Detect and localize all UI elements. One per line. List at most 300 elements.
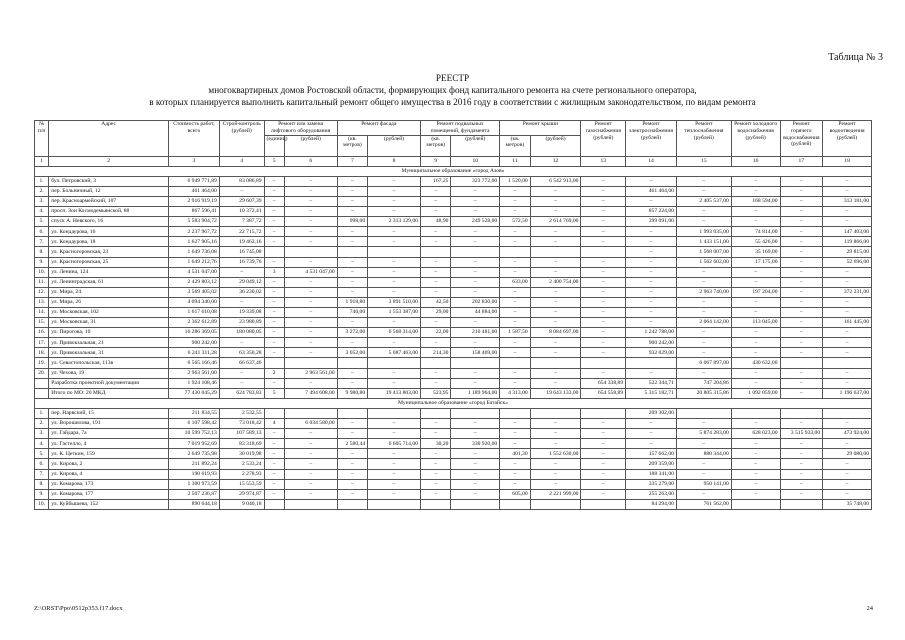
table-row [35,267,872,277]
table-cell: – [530,378,581,388]
table-cell: – [581,348,626,358]
column-number: 9 [420,156,450,166]
table-cell: – [420,378,450,388]
table-cell: – [676,328,731,338]
registry-table [34,120,872,510]
table-cell: – [731,469,780,479]
table-cell: – [581,217,626,227]
table-cell [264,358,284,368]
table-cell: – [581,328,626,338]
table-cell: 6 565 166,46 [169,358,220,368]
column-number: 6 [284,156,337,166]
header-row-1 [35,121,872,136]
table-cell: – [500,227,530,237]
table-cell: – [823,419,872,429]
table-cell: 1. [35,408,49,418]
table-cell: – [284,449,337,459]
header-address: Адрес [49,121,169,157]
table-cell: ул. Мира, 24 [49,287,169,297]
table-cell: Разработка проектной документации [49,378,169,388]
table-cell [368,499,421,509]
table-cell: 330 920,00 [451,439,500,449]
registry-table-body [35,156,872,509]
table-cell: – [337,176,367,186]
table-cell: 998,00 [337,217,367,227]
title-line-2: многоквартирных домов Ростовской области, формирующих фонд капитального ремонта на счете регионального оператора, [208,85,697,95]
table-cell [530,358,581,368]
table-row [35,429,872,439]
table-cell: – [284,237,337,247]
table-cell: 3 272,00 [337,328,367,338]
table-cell [451,358,500,368]
table-cell: 73 018,42 [219,419,264,429]
table-cell: ул. Пирогова, 10 [49,328,169,338]
table-cell: 1 242 788,00 [626,328,677,338]
table-cell: – [264,227,284,237]
table-cell: 147 403,00 [823,227,872,237]
table-cell: – [264,449,284,459]
table-cell: 401,30 [500,449,530,459]
table-cell: – [337,419,367,429]
table-cell: 29 049,12 [219,277,264,287]
table-cell: – [337,267,367,277]
table-cell [337,499,367,509]
table-cell [264,247,284,257]
table-cell: – [581,277,626,287]
table-cell: 2 649 735,98 [169,449,220,459]
table-cell: 188 341,00 [626,469,677,479]
table-cell: – [284,378,337,388]
table-cell: – [626,318,677,328]
table-cell: – [823,479,872,489]
table-cell: 15. [35,318,49,328]
table-cell: – [500,207,530,217]
table-cell: – [581,368,626,378]
table-cell: 1 924 108,46 [169,378,220,388]
table-cell: 9. [35,489,49,499]
table-cell: – [337,186,367,196]
column-number: 3 [169,156,220,166]
table-cell: 44 884,00 [451,308,500,318]
table-cell: – [626,267,677,277]
table-cell: 3 569 405,02 [169,287,220,297]
table-cell: – [676,267,731,277]
table-cell: – [626,257,677,267]
table-cell: – [264,308,284,318]
table-cell: – [337,479,367,489]
table-cell: – [264,257,284,267]
table-cell: 6 107 598,42 [169,419,220,429]
table-cell: – [626,429,677,439]
table-cell: 8 084 697,00 [530,328,581,338]
table-cell: 2 313 129,00 [368,217,421,227]
table-row [35,499,872,509]
table-cell: – [731,267,780,277]
table-cell: – [368,277,421,287]
table-cell: ул. Гайдара, 7а [49,429,169,439]
header-facade: Ремонт фасада [337,121,420,136]
table-cell: 10. [35,499,49,509]
table-cell [581,499,626,509]
table-cell: 1 433 151,00 [676,237,731,247]
table-cell: – [823,186,872,196]
table-cell: – [420,227,450,237]
header-elevator-units: (единиц) [264,135,284,156]
column-number: 10 [451,156,500,166]
table-cell: – [368,479,421,489]
table-cell: – [823,368,872,378]
table-cell: 7. [35,237,49,247]
table-cell: – [451,267,500,277]
table-row [35,207,872,217]
table-cell: – [780,247,823,257]
table-cell: пер. Нарвский, 15 [49,408,169,418]
table-cell: – [780,328,823,338]
table-cell: – [581,176,626,186]
table-cell [264,499,284,509]
header-supervision: Строй-контроль (рублей) [219,121,264,157]
table-cell: – [731,338,780,348]
table-cell: 523,95 [420,388,450,398]
table-cell: 2 963 740,00 [676,287,731,297]
table-cell: – [780,318,823,328]
column-number: 16 [731,156,780,166]
table-cell: ул. Кирова, 4 [49,469,169,479]
table-cell: 399 091,00 [626,217,677,227]
table-cell: – [626,368,677,378]
table-cell: ул. Ленинградская, 61 [49,277,169,287]
table-cell: – [581,469,626,479]
table-cell: – [368,176,421,186]
table-cell: 1 092 059,00 [731,388,780,398]
table-cell: – [780,469,823,479]
table-cell: 7 019 952,69 [169,439,220,449]
table-cell: – [451,419,500,429]
table-cell: – [530,297,581,307]
column-number: 2 [49,156,169,166]
table-cell: – [581,338,626,348]
table-cell: – [420,338,450,348]
table-cell: – [219,368,264,378]
table-cell: 461 464,00 [626,186,677,196]
table-cell: – [530,479,581,489]
table-cell: 3. [35,429,49,439]
table-cell: – [451,449,500,459]
table-cell: – [451,287,500,297]
table-row [35,419,872,429]
table-cell: 3 [264,267,284,277]
table-cell [284,247,337,257]
table-cell: – [368,227,421,237]
table-cell: – [530,469,581,479]
table-cell: 1 993 035,00 [676,227,731,237]
table-cell: – [264,378,284,388]
table-cell: 950 141,00 [676,479,731,489]
table-cell: – [780,388,823,398]
table-cell: – [780,378,823,388]
table-cell: – [368,318,421,328]
table-cell: 1 553 387,00 [368,308,421,318]
table-cell: – [284,469,337,479]
table-cell: – [530,196,581,206]
header-electric: Ремонт электроснабжения (рублей) [626,121,677,157]
table-cell: 19 339,08 [219,308,264,318]
table-cell: 747 204,86 [676,378,731,388]
column-number: 17 [780,156,823,166]
table-cell: 1. [35,176,49,186]
table-cell: 3 515 933,00 [780,429,823,439]
table-cell: – [530,207,581,217]
table-cell: – [284,318,337,328]
table-cell: пер. Больничный, 12 [49,186,169,196]
table-cell: 867 596,41 [169,207,220,217]
table-cell: – [337,449,367,459]
table-cell: 12. [35,287,49,297]
table-cell: – [626,287,677,297]
table-cell: – [284,308,337,318]
table-cell [581,408,626,418]
table-cell: – [780,297,823,307]
table-cell: – [676,277,731,287]
table-cell: – [337,378,367,388]
table-cell: – [368,338,421,348]
table-cell: – [731,308,780,318]
table-row [35,287,872,297]
table-cell: – [581,287,626,297]
table-cell: – [284,186,337,196]
table-cell: 211 892,24 [169,459,220,469]
table-cell: – [626,176,677,186]
table-cell: – [676,419,731,429]
table-cell: – [337,277,367,287]
table-cell: 8. [35,247,49,257]
table-cell [368,247,421,257]
table-cell [35,388,49,398]
table-cell: 19 462,16 [219,237,264,247]
table-cell: 323 772,00 [451,176,500,186]
table-cell: – [420,186,450,196]
table-cell: 20 805 315,86 [676,388,731,398]
table-cell: – [731,277,780,287]
table-cell: – [264,489,284,499]
table-cell: 18. [35,348,49,358]
design-docs-row [35,378,872,388]
table-cell: – [581,318,626,328]
table-cell: – [731,348,780,358]
table-row [35,227,872,237]
column-numbers-row [35,156,872,166]
table-cell: – [500,257,530,267]
table-row [35,247,872,257]
table-row [35,328,872,338]
table-cell: – [420,479,450,489]
table-cell: – [780,227,823,237]
table-cell: 10 372,41 [219,207,264,217]
table-cell: 23 980,89 [219,318,264,328]
table-cell: 13. [35,297,49,307]
table-cell: 2 237 967,72 [169,227,220,237]
table-cell: 22,00 [420,328,450,338]
table-cell [420,408,450,418]
table-cell [284,499,337,509]
table-cell: 4. [35,207,49,217]
table-cell: 55 426,00 [731,237,780,247]
table-cell: 2 533,24 [219,459,264,469]
table-cell: – [823,267,872,277]
table-cell: – [823,308,872,318]
table-cell: ул. Красногоровская, 25 [49,257,169,267]
table-cell: – [284,348,337,358]
table-cell: 2 362 612,89 [169,318,220,328]
table-cell: 249 528,00 [451,217,500,227]
table-cell: 1 189 964,00 [451,388,500,398]
table-cell: 35 748,00 [823,499,872,509]
table-cell: – [451,489,500,499]
table-cell: 66 637,46 [219,358,264,368]
table-cell: 84 294,00 [626,499,677,509]
total-row [35,388,872,398]
table-cell: 372 231,00 [823,287,872,297]
table-cell: – [337,318,367,328]
table-cell: 19. [35,358,49,368]
table-cell: 4. [35,439,49,449]
table-cell: 74 814,00 [731,227,780,237]
table-cell: – [676,338,731,348]
table-cell: ул. Московская, 102 [49,308,169,318]
table-cell: 5 583 904,72 [169,217,220,227]
table-cell: 1 300 973,59 [169,479,220,489]
table-cell: 430 632,00 [731,358,780,368]
table-cell: – [626,247,677,257]
table-cell: – [530,348,581,358]
table-cell: 202 830,00 [451,297,500,307]
table-cell: – [731,217,780,227]
table-cell: – [731,449,780,459]
table-cell: 8. [35,479,49,489]
table-cell: – [284,257,337,267]
table-cell: 740,00 [337,308,367,318]
table-cell: – [676,297,731,307]
table-cell [500,499,530,509]
table-cell: 857 224,00 [626,207,677,217]
table-cell: – [530,227,581,237]
table-cell: – [451,227,500,237]
table-cell: – [337,368,367,378]
column-number: 8 [368,156,421,166]
table-cell: 2 221 999,00 [530,489,581,499]
table-cell [284,408,337,418]
table-row [35,449,872,459]
table-cell: – [626,237,677,247]
table-cell: – [337,196,367,206]
table-cell: – [337,237,367,247]
table-cell: – [780,459,823,469]
table-cell: 6. [35,227,49,237]
table-cell: 605,00 [500,489,530,499]
table-cell: – [420,257,450,267]
table-cell: – [676,217,731,227]
table-cell: – [264,318,284,328]
table-cell [420,358,450,368]
table-cell: – [284,196,337,206]
table-cell: 29 607,39 [219,196,264,206]
table-cell: – [420,267,450,277]
table-row [35,459,872,469]
table-cell: 158 469,00 [451,348,500,358]
table-cell: – [337,338,367,348]
table-cell: 6 034 580,00 [284,419,337,429]
table-cell: – [284,489,337,499]
table-cell: – [676,176,731,186]
table-cell: – [581,237,626,247]
table-cell: 197 204,00 [731,287,780,297]
table-cell: – [581,308,626,318]
table-cell: – [264,217,284,227]
table-cell: – [530,419,581,429]
table-cell: 7. [35,469,49,479]
header-total-cost: Стоимость работ, всего [169,121,220,157]
table-cell [823,408,872,418]
table-cell: – [780,308,823,318]
table-cell: – [823,297,872,307]
table-cell: – [626,277,677,287]
table-cell [731,499,780,509]
table-cell: – [451,338,500,348]
table-cell: – [284,176,337,186]
table-cell: – [823,176,872,186]
table-cell: – [530,308,581,318]
column-number: 15 [676,156,731,166]
table-cell [337,247,367,257]
table-cell: – [420,287,450,297]
table-cell: – [731,489,780,499]
header-facade-sqm: (кв. метров) [337,135,367,156]
table-cell: 107 589,13 [219,429,264,439]
header-gas: Ремонт газоснабжения (рублей) [581,121,626,157]
table-cell: – [823,207,872,217]
table-cell: 4 531 047,00 [169,267,220,277]
table-cell: – [368,489,421,499]
header-heat: Ремонт теплоснабжения (рублей) [676,121,731,157]
table-cell: – [420,449,450,459]
table-cell: – [823,378,872,388]
table-row [35,338,872,348]
table-number-label: Таблица № 3 [828,52,883,63]
table-cell [581,358,626,368]
table-cell: – [451,368,500,378]
header-elevator-rub: (рублей) [284,135,337,156]
table-cell: – [780,287,823,297]
table-cell: – [780,277,823,287]
header-basement-sqm: (кв. метров) [420,135,450,156]
table-cell: 1 627 905,16 [169,237,220,247]
table-cell: – [264,439,284,449]
table-cell: 5. [35,449,49,459]
table-cell: – [368,368,421,378]
table-cell: 167,25 [420,176,450,186]
table-cell: – [731,328,780,338]
table-cell: 2 405 537,00 [676,196,731,206]
table-row [35,479,872,489]
table-cell: – [368,287,421,297]
page-number: 24 [866,605,873,612]
table-cell: – [780,449,823,459]
table-cell: – [731,297,780,307]
table-cell: – [500,267,530,277]
table-cell: 5 315 182,71 [626,388,677,398]
table-cell: 209 359,00 [626,459,677,469]
table-cell: – [420,368,450,378]
